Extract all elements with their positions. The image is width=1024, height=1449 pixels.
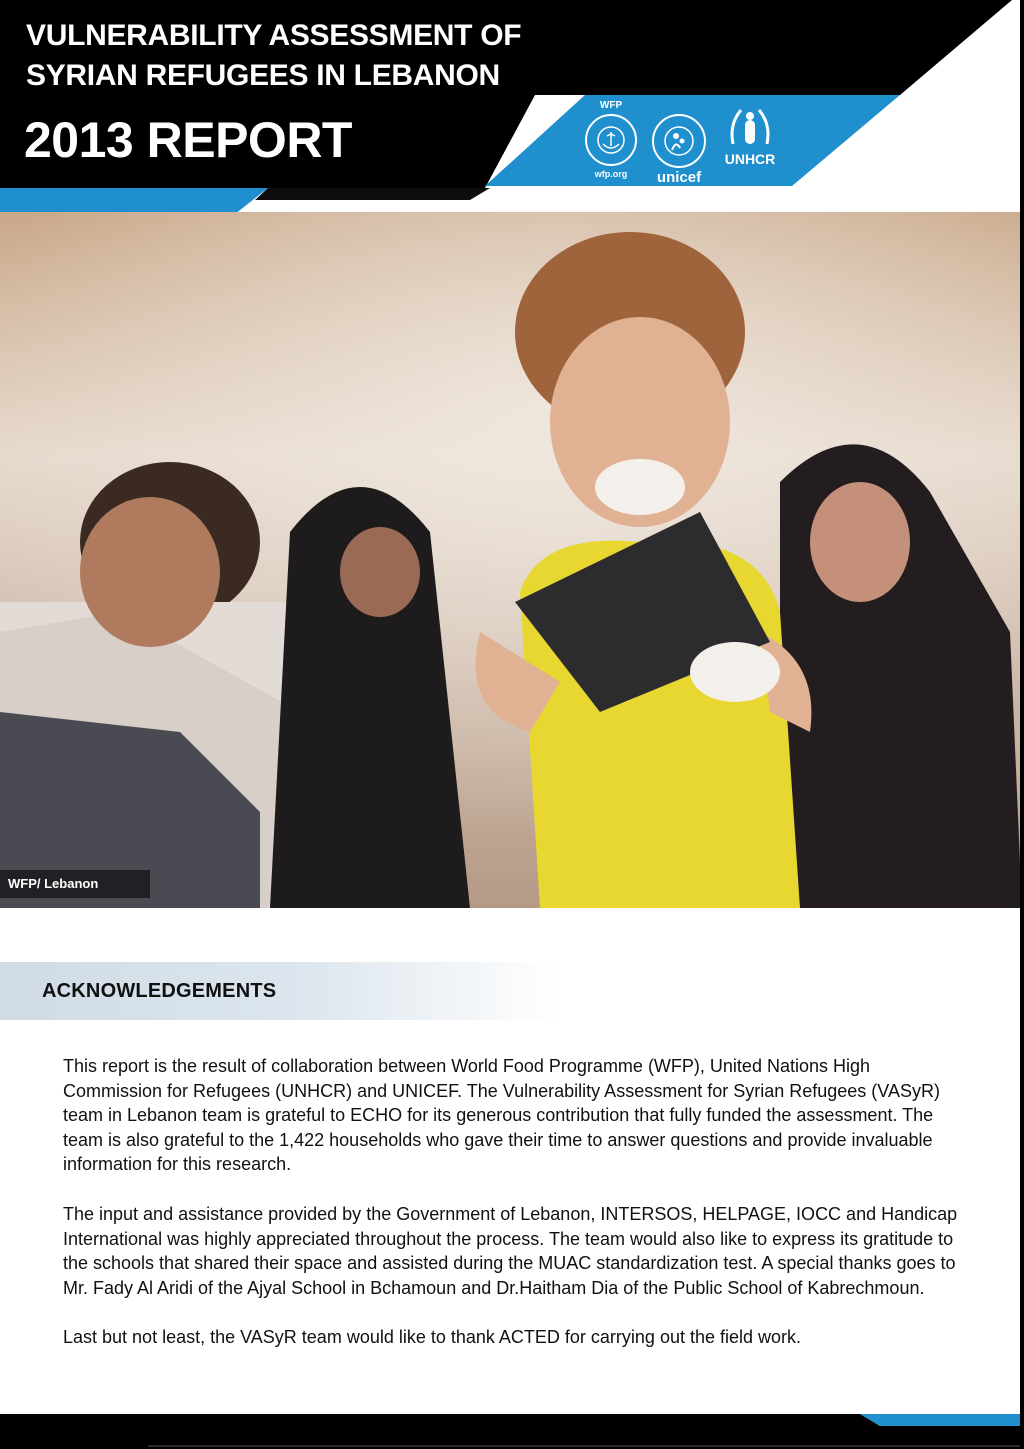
report-title-line-1: VULNERABILITY ASSESSMENT OF bbox=[26, 19, 522, 52]
footer-bar bbox=[0, 1414, 1024, 1449]
acknowledgements-paragraph: The input and assistance provided by the Government of Lebanon, INTERSOS, HELPAGE, IOCC and Handicap International was highly appreciated throughout the process. The team would also like to express its gratitude to the schools that shared their space and assisted during the MUAC standardization test. A special thanks goes to Mr. Fady Al Aridi of the Ajyal School in Bchamoun and Dr.Haitham Dia of the Public School of Kabrechmoun. bbox=[63, 1203, 958, 1298]
cover-photo bbox=[0, 212, 1022, 908]
unhcr-logo bbox=[718, 104, 782, 166]
unicef-logo bbox=[646, 114, 712, 186]
unhcr-emblem-icon bbox=[724, 104, 776, 150]
report-title-line-2: SYRIAN REFUGEES IN LEBANON bbox=[26, 59, 500, 92]
photo-credit: WFP/ Lebanon bbox=[0, 870, 150, 898]
unhcr-logo-caption: UNHCR bbox=[724, 151, 776, 167]
wfp-emblem-icon bbox=[585, 114, 637, 166]
wfp-logo-caption: wfp.org bbox=[594, 169, 628, 179]
wfp-logo bbox=[580, 100, 642, 180]
unicef-logo-caption: unicef bbox=[656, 169, 702, 186]
acknowledgements-paragraph: This report is the result of collaboration between World Food Programme (WFP), United Nations High Commission for Refugees (UNHCR) and UNICEF. The Vulnerability Assessment for Syrian Refugees (VASyR) team in Lebanon team is grateful to ECHO for its generous contribution that fully funded the assessment. The team is also grateful to the 1,422 households who gave their time to answer questions and provide invaluable information for this research. bbox=[63, 1056, 940, 1175]
acknowledgements-heading: ACKNOWLEDGEMENTS bbox=[42, 980, 277, 1002]
acknowledgements-body bbox=[63, 1054, 963, 1375]
report-year-title: 2013 REPORT bbox=[24, 112, 352, 168]
page-edge bbox=[1020, 0, 1024, 1449]
wfp-logo-caption-top: WFP bbox=[599, 100, 623, 111]
acknowledgements-paragraph: Last but not least, the VASyR team would like to thank ACTED for carrying out the field work. bbox=[63, 1327, 802, 1348]
unicef-emblem-icon bbox=[652, 114, 706, 168]
